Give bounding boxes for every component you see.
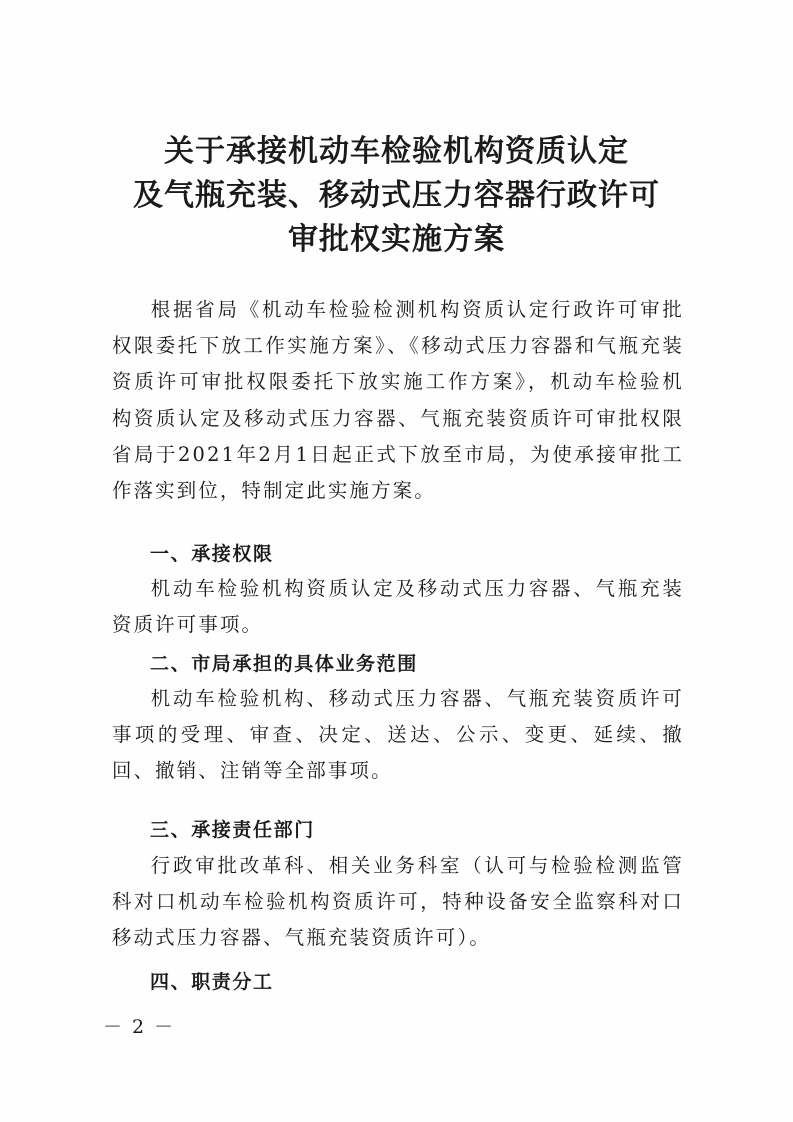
section-heading: 一、承接权限 (150, 543, 274, 565)
section-heading: 三、承接责任部门 (150, 819, 315, 841)
section-4-heading-block (112, 964, 684, 1000)
intro-paragraph: 根据省局《机动车检验检测机构资质认定行政许可审批权限委托下放工作实施方案》、《移动式压力容器和气瓶充装资质许可审批权限委托下放实施工作方案》，机动车检验机构资质认定及移动式压力容器、气瓶充装资质许可审批权限省局于2021年2月1日起正式下放至市局，为使承接审批工作落实到位，特制定此实施方案。 (112, 298, 684, 503)
section-paragraph: 行政审批改革科、相关业务科室（认可与检验检测监管科对口机动车检验机构资质许可，特种设备安全监察科对口移动式压力容器、气瓶充装资质许可）。 (112, 854, 684, 950)
section-paragraph: 机动车检验机构、移动式压力容器、气瓶充装资质许可事项的受理、审查、决定、送达、公示、变更、延续、撤回、撤销、注销等全部事项。 (112, 687, 684, 783)
section-paragraph: 机动车检验机构资质认定及移动式压力容器、气瓶充装资质许可事项。 (112, 577, 684, 637)
section-heading: 二、市局承担的具体业务范围 (150, 653, 418, 675)
section-1-heading-block (112, 536, 684, 572)
section-3-body (112, 848, 684, 957)
section-heading: 四、职责分工 (150, 971, 274, 993)
section-2-heading-block (112, 646, 684, 682)
document-title-line-3: 审批权实施方案 (288, 222, 505, 257)
section-1-body (112, 571, 684, 643)
document-title-line-1: 关于承接机动车检验机构资质认定 (164, 134, 629, 169)
intro-section (112, 292, 684, 509)
document-title-line-2: 及气瓶充装、移动式压力容器行政许可 (133, 178, 660, 213)
page-number: － 2 － (103, 1016, 176, 1038)
section-2-body (112, 681, 684, 790)
section-3-heading-block (112, 812, 684, 848)
